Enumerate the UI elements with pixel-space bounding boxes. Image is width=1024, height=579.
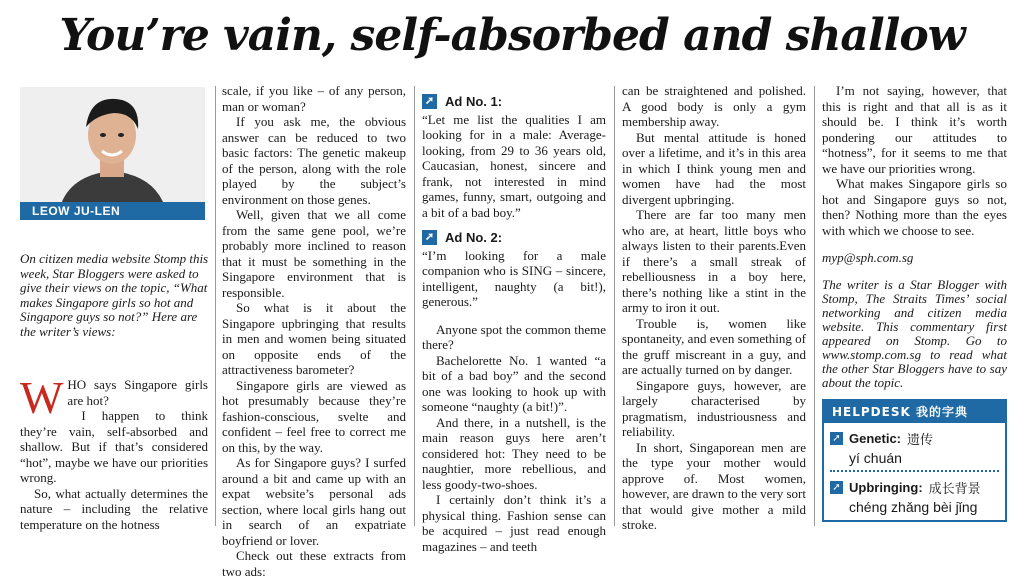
paragraph: What makes Singapore girls so hot and Singapore guys so not, then? Nothing more than the eyes with which we choose to see. [822,176,1007,238]
ad-1-text: “Let me list the qualities I am looking for in a male: Average-looking, from 29 to 36 years old, Caucasian, honest, sincere and frank, not interested in mind games, funny, smart, outgoing and a bit of a bad boy.” [422,111,606,220]
paragraph: Anyone spot the common theme there? [422,321,606,352]
helpdesk-entry [824,472,1005,519]
headline: You’re vain, self-absorbed and shallow [59,10,965,61]
helpdesk-box [822,399,1007,522]
paragraph: In short, Singaporean men are the type your mother would approve of. Most women, however, are drawn to the very sort that would give mother a mild stroke. [622,439,806,532]
intro-text: On citizen media website Stomp this week, Star Bloggers were asked to give their views on the topic, “What makes Singapore girls so hot and Singapore guys so not?” Here are the writer’s views: [20,251,209,339]
helpdesk-term: Genetic: [849,431,902,446]
ad-1-title: Ad No. 1: [445,94,503,109]
paragraph: There are far too many men who are, at heart, little boys who always listen to their parents.Even if there’s a small streak of rebelliousness in a boy here, there’s nothing like a stint in the army to iron it out. [622,207,806,315]
helpdesk-chinese: 成长背景 [928,481,981,496]
article-column-2 [222,83,406,579]
arrow-icon: ➚ [422,94,437,109]
paragraph: can be straightened and polished. A good body is only a gym membership away. [622,83,806,129]
paragraph: Singapore girls are viewed as hot presumably because they’re fashion-conscious, svelte and confident – feel free to correct me on this, by the way. [222,377,406,455]
paragraph: scale, if you like – of any person, man or woman? [222,83,406,114]
arrow-icon: ➚ [830,432,843,445]
arrow-icon: ➚ [422,230,437,245]
helpdesk-title: HELPDESK 我的字典 [824,401,1005,423]
ad-1-heading [422,94,606,110]
paragraph: I’m not saying, however, that this is right and that all is as it should be. I think it’s worth pondering our attitudes to “hotness”, for it seems to me that we have our priorities wrong. [822,83,1007,176]
column-divider [614,86,615,526]
paragraph: HO says Singapore girls are hot? [67,377,208,408]
column-divider [414,86,415,526]
paragraph: I certainly don’t think it’s a physical thing. Fashion sense can be acquired – just read enough magazines – and teeth [422,492,606,554]
paragraph: Singapore guys, however, are largely characterised by pragmatism, industriousness and reliability. [622,377,806,439]
paragraph: So what is it about the Singapore upbringing that results in men and women being situated on opposite ends of the attractiveness barometer? [222,300,406,377]
article-column-3 [422,92,606,554]
paragraph: As for Singapore guys? I surfed around a bit and came up with an expat website’s personal ads section, where local girls hang out in search of an expatriate boyfriend or lover. [222,455,406,548]
ad-2-text: “I’m looking for a male companion who is SING – sincere, intelligent, naughty (a bit!), generous.” [422,247,606,309]
email: myp@sph.com.sg [822,250,914,265]
column-divider [814,86,815,526]
author-photo [20,87,205,207]
paragraph: Trouble is, women like spontaneity, and even something of the gruff miscreant in a guy, and are actually turned on by danger. [622,315,806,377]
paragraph: If you ask me, the obvious answer can be reduced to two basic factors: The genetic makeup of the person, along with the role played by the subject’s environment on those genes. [222,114,406,207]
ad-2-title: Ad No. 2: [445,230,503,245]
paragraph: So, what actually determines the nature – including the relative temperature on the hotness [20,485,208,532]
paragraph: I happen to think they’re vain, self-absorbed and shallow. But if that’s considered “hot”, maybe we have our priorities wrong. [20,408,208,485]
paragraph: And there, in a nutshell, is the main reason guys here aren’t considered hot: They need to be naughtier, more rebellious, and less goody-two-shoes. [422,414,606,492]
ad-2-heading [422,230,606,246]
paragraph: But mental attitude is honed over a lifetime, and it’s in this area in which I think young men and women have had the most divergent upbringing. [622,129,806,207]
article-column-4 [622,83,806,533]
column-divider [215,86,216,526]
helpdesk-pinyin: yí chuán [849,450,902,466]
helpdesk-term: Upbringing: [849,480,923,495]
article-column-1 [20,372,208,532]
writer-bio: The writer is a Star Blogger with Stomp, The Straits Times’ social networking and citizen media website. This commentary first appeared on Stomp. Go to www.stomp.com.sg to read what the other Star Bloggers have to say about the topic. [822,276,1007,390]
paragraph: Bachelorette No. 1 wanted “a bit of a bad boy” and the second one was looking to hook up with someone “naughty (a bit!)”. [422,352,606,414]
drop-cap: W [20,372,64,423]
arrow-icon: ➚ [830,481,843,494]
paragraph: Check out these extracts from two ads: [222,548,406,579]
helpdesk-chinese: 遗传 [907,432,934,447]
helpdesk-pinyin: chéng zhǎng bèi jǐng [849,499,978,515]
article-column-5 [822,83,1007,390]
helpdesk-entry [824,423,1005,470]
author-name: LEOW JU-LEN [20,202,205,220]
paragraph: Well, given that we all come from the same gene pool, we’re probably more inclined to reason that it must be something in the Singapore environment that is responsible. [222,207,406,300]
